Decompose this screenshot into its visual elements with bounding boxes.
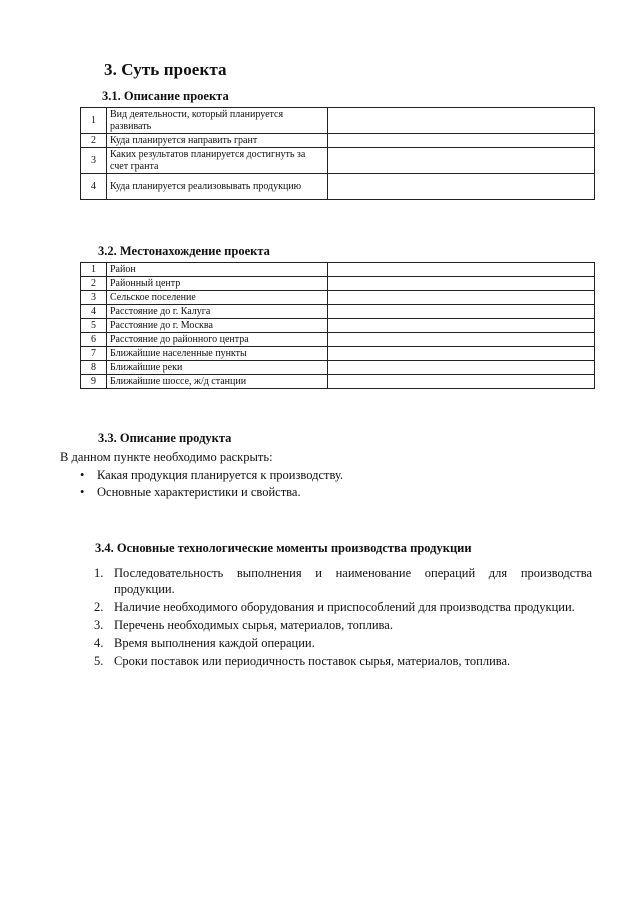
- row-number: 4: [81, 174, 107, 200]
- project-location-heading: 3.2. Местонахождение проекта: [98, 244, 270, 258]
- row-label: Ближайшие населенные пункты: [107, 347, 328, 361]
- row-label: Куда планируется направить грант: [107, 134, 328, 148]
- row-value[interactable]: [328, 174, 595, 200]
- row-value[interactable]: [328, 347, 595, 361]
- list-item: [60, 467, 343, 484]
- row-value[interactable]: [328, 319, 595, 333]
- list-item: [94, 653, 592, 669]
- technology-heading: 3.4. Основные технологические моменты производства продукции: [95, 541, 472, 555]
- row-number: 1: [81, 263, 107, 277]
- table-row: [81, 305, 595, 319]
- list-item-number: 1.: [94, 566, 104, 580]
- table-row: [81, 347, 595, 361]
- list-item-text: Сроки поставок или периодичность поставок сырья, материалов, топлива.: [114, 654, 511, 668]
- table-row: [81, 148, 595, 174]
- bullet-icon: •: [80, 468, 85, 482]
- row-label: Ближайшие шоссе, ж/д станции: [107, 375, 328, 389]
- list-item-text: Перечень необходимых сырья, материалов, топлива.: [114, 618, 393, 632]
- list-item: [94, 599, 592, 615]
- row-label: Каких результатов планируется достигнуть за счет гранта: [107, 148, 328, 174]
- row-label: Расстояние до г. Москва: [107, 319, 328, 333]
- table-row: [81, 291, 595, 305]
- list-item-text: Наличие необходимого оборудования и приспособлений для производства продукции.: [114, 600, 575, 614]
- list-item-text: Время выполнения каждой операции.: [114, 636, 315, 650]
- row-value[interactable]: [328, 361, 595, 375]
- row-number: 9: [81, 375, 107, 389]
- bullet-icon: •: [80, 485, 85, 499]
- row-value[interactable]: [328, 375, 595, 389]
- row-label: Расстояние до районного центра: [107, 333, 328, 347]
- row-number: 2: [81, 277, 107, 291]
- table-row: [81, 263, 595, 277]
- row-value[interactable]: [328, 134, 595, 148]
- row-number: 2: [81, 134, 107, 148]
- list-item: [60, 484, 343, 501]
- row-number: 7: [81, 347, 107, 361]
- row-number: 3: [81, 148, 107, 174]
- row-value[interactable]: [328, 148, 595, 174]
- product-bullet-list: [60, 467, 343, 501]
- product-intro-text: В данном пункте необходимо раскрыть:: [60, 450, 273, 464]
- row-label: Вид деятельности, который планируется развивать: [107, 108, 328, 134]
- table-row: [81, 277, 595, 291]
- row-number: 8: [81, 361, 107, 375]
- table-row: [81, 319, 595, 333]
- row-label: Районный центр: [107, 277, 328, 291]
- row-value[interactable]: [328, 263, 595, 277]
- row-number: 1: [81, 108, 107, 134]
- table-row: [81, 174, 595, 200]
- row-value[interactable]: [328, 333, 595, 347]
- row-label: Куда планируется реализовывать продукцию: [107, 174, 328, 200]
- row-label: Сельское поселение: [107, 291, 328, 305]
- project-description-heading: 3.1. Описание проекта: [102, 89, 229, 103]
- list-item-number: 5.: [94, 654, 104, 668]
- list-item: [94, 565, 592, 597]
- table-row: [81, 361, 595, 375]
- table-row: [81, 375, 595, 389]
- table-row: [81, 333, 595, 347]
- section-title: 3. Суть проекта: [104, 60, 227, 79]
- list-item: [94, 617, 592, 633]
- row-number: 5: [81, 319, 107, 333]
- list-item-number: 4.: [94, 636, 104, 650]
- row-label: Расстояние до г. Калуга: [107, 305, 328, 319]
- row-number: 3: [81, 291, 107, 305]
- technology-steps-list: [94, 565, 592, 671]
- table-row: [81, 134, 595, 148]
- row-value[interactable]: [328, 305, 595, 319]
- row-value[interactable]: [328, 108, 595, 134]
- project-location-table: [80, 262, 595, 389]
- row-number: 4: [81, 305, 107, 319]
- list-item-number: 2.: [94, 600, 104, 614]
- row-value[interactable]: [328, 277, 595, 291]
- list-item: [94, 635, 592, 651]
- list-item-number: 3.: [94, 618, 104, 632]
- row-value[interactable]: [328, 291, 595, 305]
- row-label: Ближайшие реки: [107, 361, 328, 375]
- project-description-table: [80, 107, 595, 200]
- table-row: [81, 108, 595, 134]
- list-item-text: Последовательность выполнения и наименование операций для производства продукции.: [114, 566, 592, 596]
- row-label: Район: [107, 263, 328, 277]
- list-item-text: Основные характеристики и свойства.: [97, 485, 301, 499]
- list-item-text: Какая продукция планируется к производству.: [97, 468, 344, 482]
- row-number: 6: [81, 333, 107, 347]
- product-description-heading: 3.3. Описание продукта: [98, 431, 232, 445]
